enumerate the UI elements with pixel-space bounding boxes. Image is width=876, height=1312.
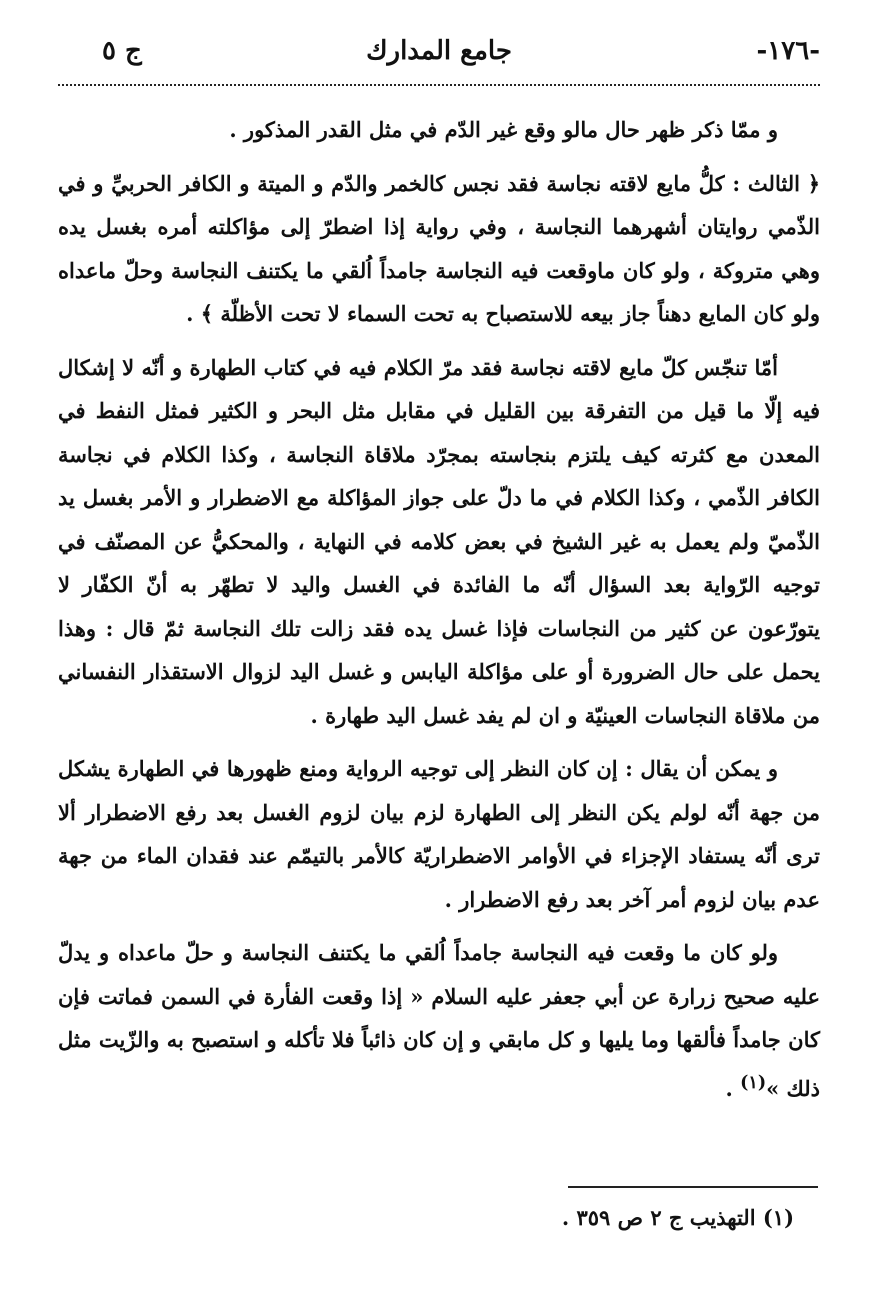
volume-label: ج ٥: [102, 36, 142, 66]
paragraph-1-text: و ممّا ذكر ظهر حال مالو وقع غير الدّم في مثل القدر المذكور .: [229, 117, 778, 142]
footnote: (١) التهذيب ج ٢ ص ٣٥٩ .: [561, 1205, 794, 1230]
page-header: [58, 36, 820, 76]
header-divider: [58, 84, 820, 86]
ornate-bracket-close-icon: ﴾: [200, 301, 214, 326]
paragraph-3: [58, 346, 820, 738]
book-title: جامع المدارك: [366, 36, 512, 66]
ornate-bracket-open-icon: ﴿: [807, 170, 821, 196]
paragraph-2-quoted-text: ﴿ الثالث : كلُّ مايع لاقته نجاسة فقد نجس كالخمر والدّم و الميتة و الكافر الحربيِّ و في الذّمي روايتان أشهرهما النجاسة ، وفي رواية إذا اضطرّ إلى مؤاكلته أمره بغسل يده وهي متروكة ، ولو كان ماوقعت فيه النجاسة جامداً اُلقي ما يكتنف النجاسة وحلّ ماعداه ولو كان المايع دهناً جاز بيعه للاستصباح به تحت السماء لا تحت الأظلّة ﴾ .: [58, 170, 821, 326]
paragraph-5: ولو كان ما وقعت فيه النجاسة جامداً اُلقي ما يكتنف النجاسة و حلّ ماعداه و يدلّ عليه صحيح زرارة عن أبي جعفر عليه السلام « إذا وقعت الفأرة في السمن فماتت فإن كان جامداً فألقها وما يليها و كل مابقي و إن كان ذائباً فلا تأكله و استصبح به والزّيت مثل ذلك »$^{(١)}$ .: [58, 940, 820, 1101]
paragraph-4: [58, 747, 820, 921]
page-number: -١٧٦-: [756, 36, 820, 66]
footnote-divider: [568, 1186, 818, 1188]
paragraph-1: [58, 108, 820, 152]
paragraph-2-text: الثالث : كلُّ مايع لاقته نجاسة فقد نجس كالخمر والدّم و الميتة و الكافر الحربيِّ و في الذّمي روايتان أشهرهما النجاسة ، وفي رواية إذا اضطرّ إلى مؤاكلته أمره بغسل يده وهي متروكة ، ولو كان ماوقعت فيه النجاسة جامداً اُلقي ما يكتنف النجاسة وحلّ ماعداه ولو كان المايع دهناً جاز بيعه للاستصباح به تحت السماء لا تحت الأظلّة: [58, 170, 820, 326]
paragraph-5-text: ولو كان ما وقعت فيه النجاسة جامداً اُلقي ما يكتنف النجاسة و حلّ ماعداه و يدلّ عليه صحيح زرارة عن أبي جعفر عليه السلام « إذا وقعت الفأرة في السمن فماتت فإن كان جامداً فألقها وما يليها و كل مابقي و إن كان ذائباً فلا تأكله و استصبح به والزّيت مثل ذلك »: [58, 940, 820, 1101]
footnote-marker: (١): [740, 1072, 767, 1093]
paragraph-4-text: و يمكن أن يقال : إن كان النظر إلى توجيه الرواية ومنع ظهورها في الطهارة يشكل من جهة أنّه لولم يكن النظر إلى الطهارة لزم بيان لزوم الغسل بعد رفع الاضطرار ألا ترى أنّه يستفاد الإجزاء في الأوامر الاضطراريّة كالأمر بالتيمّم عند فقدان الماء من جهة عدم بيان لزوم أمر آخر بعد رفع الاضطرار .: [58, 756, 820, 912]
paragraph-3-text: أمّا تنجّس كلّ مايع لاقته نجاسة فقد مرّ الكلام فيه في كتاب الطهارة و أنّه لا إشكال فيه إلّا ما قيل من التفرقة بين القليل في مقابل مثل البحر و الكثير فمثل النفط في المعدن مع كثرته كيف يلتزم بنجاسته بمجرّد ملاقاة النجاسة ، وكذا الكلام في نجاسة الكافر الذّمي ، وكذا الكلام في ما دلّ على جواز المؤاكلة مع الاضطرار و الأمر بغسل يد الذّميّ ولم يعمل به غير الشيخ في بعض كلامه في النهاية ، والمحكيُّ عن المصنّف في توجيه الرّواية بعد السؤال أنّه ما الفائدة في الغسل واليد لا تطهّر به أنّ الكفّار لا يتورّعون عن كثير من النجاسات فإذا غسل يده فقد زالت تلك النجاسة ثمّ قال : وهذا يحمل على حال الضرورة أو على مؤاكلة اليابس و غسل اليد لزوال الاستقذار النفساني من ملاقاة النجاسات العينيّة و ان لم يفد غسل اليد طهارة .: [58, 354, 820, 728]
main-text: [58, 108, 820, 1120]
